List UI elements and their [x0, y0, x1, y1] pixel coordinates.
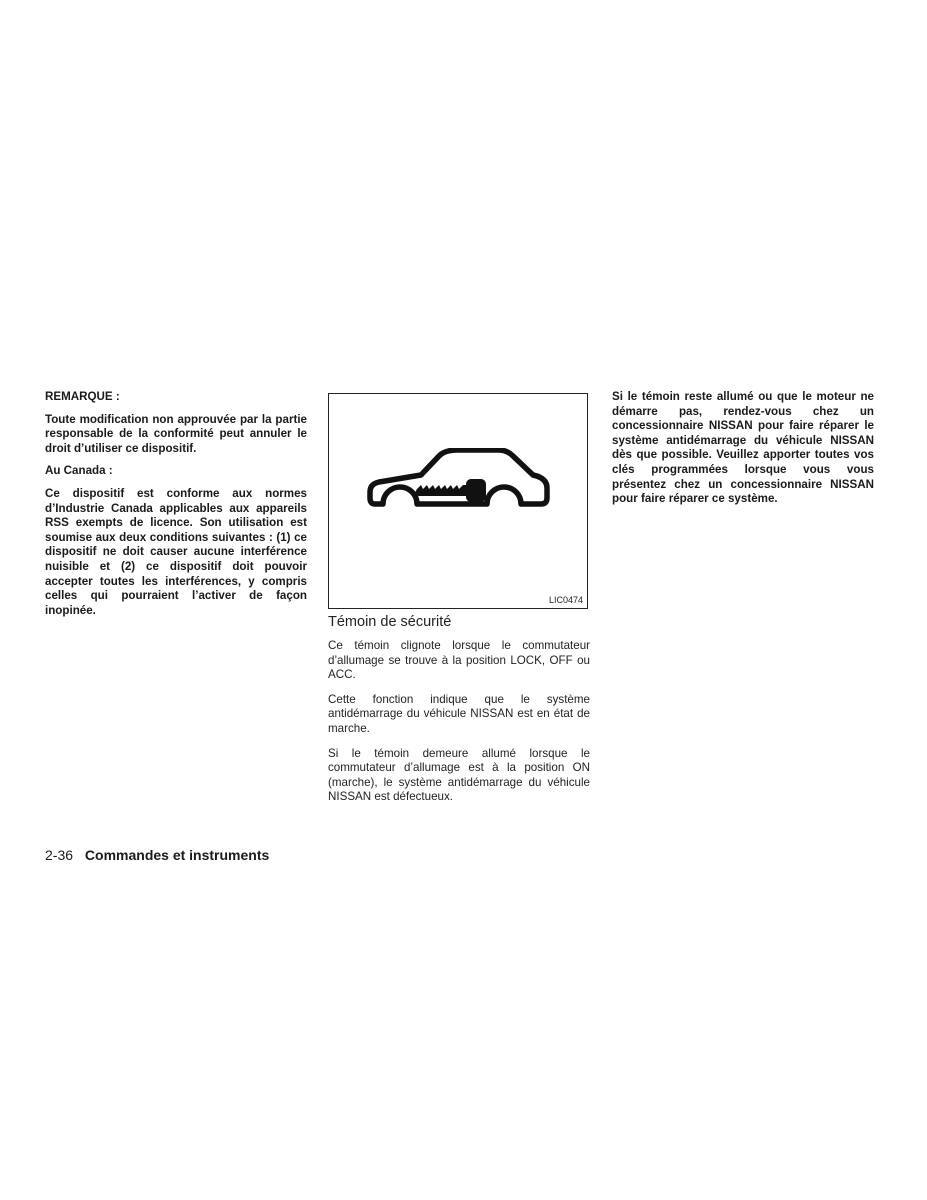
- figure-code: LIC0474: [548, 595, 583, 605]
- canada-heading: Au Canada :: [45, 464, 113, 478]
- footer-section-name: Commandes et instruments: [84, 847, 270, 863]
- remark-text: Toute modification non approuvée par la partie responsable de la conformité peut annuler le droit d’utiliser ce dispositif.: [45, 412, 307, 455]
- warning-text: Si le témoin reste allumé ou que le moteur ne démarre pas, rendez-vous chez un concessionnaire NISSAN pour faire réparer le système antidémarrage du véhicule NISSAN dès que possible. Veuillez apporter toutes vos clés programmées lorsque vous vous présentez chez un concessionnaire NISSAN pour faire réparer ce système.: [612, 390, 874, 506]
- left-column: [45, 390, 307, 626]
- body-paragraph: Ce témoin clignote lorsque le commutateur d’allumage se trouve à la position LOCK, OFF ou ACC.: [328, 639, 590, 682]
- right-column: [612, 390, 874, 507]
- canada-text: Ce dispositif est conforme aux normes d’Industrie Canada applicables aux appareils RSS exempts de licence. Son utilisation est soumise aux deux conditions suivantes : (1) ce dispositif ne doit causer aucune interférence nuisible et (2) ce dispositif doit pouvoir accepter toutes les interférences, y compris celles qui pourraient l’activer de façon inopinée.: [45, 486, 307, 617]
- figure-box: [328, 393, 588, 609]
- body-paragraph: Si le témoin demeure allumé lorsque le commutateur d’allumage est à la position ON (marche), le système antidémarrage du véhicule NISSAN est défectueux.: [328, 746, 590, 804]
- car-with-key-icon: [367, 448, 551, 532]
- page-number: 2-36: [45, 847, 74, 863]
- remark-heading: REMARQUE :: [45, 390, 120, 403]
- middle-column: [328, 393, 590, 815]
- body-paragraph: Cette fonction indique que le système antidémarrage du véhicule NISSAN est en état de marche.: [328, 692, 590, 735]
- page-footer: [45, 846, 269, 864]
- section-title: Témoin de sécurité: [328, 614, 452, 630]
